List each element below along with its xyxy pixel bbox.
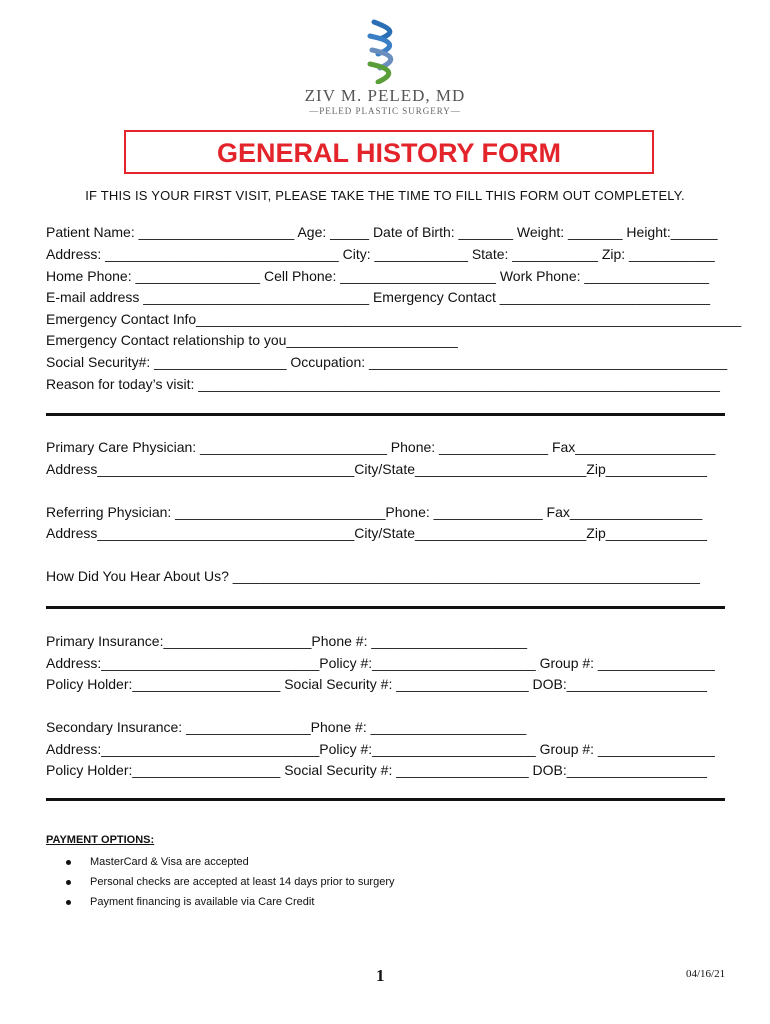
referral-source-line[interactable]: How Did You Hear About Us? ____________________________________________________________ xyxy=(46,568,700,584)
payment-options-list xyxy=(46,856,395,916)
list-item: Payment financing is available via Care Credit xyxy=(46,896,395,916)
patient-line-address[interactable]: Address: ______________________________ City: ____________ State: ___________ Zip: ___________ xyxy=(46,246,715,262)
payment-options-heading: PAYMENT OPTIONS: xyxy=(46,834,155,846)
referring-line-name[interactable]: Referring Physician: ___________________________Phone: ______________ Fax_________________ xyxy=(46,504,703,520)
logo-subtitle: —PELED PLASTIC SURGERY— xyxy=(309,106,461,116)
patient-line-name[interactable]: Patient Name: ____________________ Age: _____ Date of Birth: _______ Weight: _______ Height:______ xyxy=(46,224,718,240)
secondary-insurance-line[interactable]: Secondary Insurance: ________________Phone #: ____________________ xyxy=(46,719,527,735)
section-divider xyxy=(46,798,725,801)
patient-line-email[interactable]: E-mail address _____________________________ Emergency Contact ___________________________ xyxy=(46,289,711,305)
patient-line-emergency-relationship[interactable]: Emergency Contact relationship to you______________________ xyxy=(46,332,458,348)
form-instructions: IF THIS IS YOUR FIRST VISIT, PLEASE TAKE THE TIME TO FILL THIS FORM OUT COMPLETELY. xyxy=(85,188,685,203)
secondary-insurance-address-line[interactable]: Address:____________________________Policy #:_____________________ Group #: _______________ xyxy=(46,741,715,757)
patient-line-emergency-info[interactable]: Emergency Contact Info______________________________________________________________________ xyxy=(46,311,742,327)
primary-insurance-line[interactable]: Primary Insurance:___________________Phone #: ____________________ xyxy=(46,633,528,649)
logo-mark-icon xyxy=(360,18,410,84)
section-divider xyxy=(46,606,725,609)
section-divider xyxy=(46,413,725,416)
primary-policy-holder-line[interactable]: Policy Holder:___________________ Social Security #: _________________ DOB:__________________ xyxy=(46,676,707,692)
logo xyxy=(0,18,770,116)
revision-date: 04/16/21 xyxy=(686,968,726,980)
referring-line-address[interactable]: Address_________________________________City/State______________________Zip_____________ xyxy=(46,525,707,541)
primary-insurance-address-line[interactable]: Address:____________________________Policy #:_____________________ Group #: _______________ xyxy=(46,655,715,671)
patient-line-reason[interactable]: Reason for today’s visit: ___________________________________________________________________ xyxy=(46,376,720,392)
patient-line-phones[interactable]: Home Phone: ________________ Cell Phone: ____________________ Work Phone: ________________ xyxy=(46,268,709,284)
form-title: GENERAL HISTORY FORM xyxy=(216,138,562,168)
secondary-policy-holder-line[interactable]: Policy Holder:___________________ Social Security #: _________________ DOB:__________________ xyxy=(46,762,707,778)
page-number: 1 xyxy=(376,966,385,985)
pcp-line-address[interactable]: Address_________________________________City/State______________________Zip_____________ xyxy=(46,461,707,477)
form-title-box xyxy=(124,130,654,174)
list-item: MasterCard & Visa are accepted xyxy=(46,856,395,876)
patient-line-ssn[interactable]: Social Security#: _________________ Occupation: ______________________________________________ xyxy=(46,354,728,370)
list-item: Personal checks are accepted at least 14 days prior to surgery xyxy=(46,876,395,896)
logo-name: ZIV M. PELED, MD xyxy=(304,86,466,105)
pcp-line-name[interactable]: Primary Care Physician: ________________________ Phone: ______________ Fax__________________ xyxy=(46,439,716,455)
